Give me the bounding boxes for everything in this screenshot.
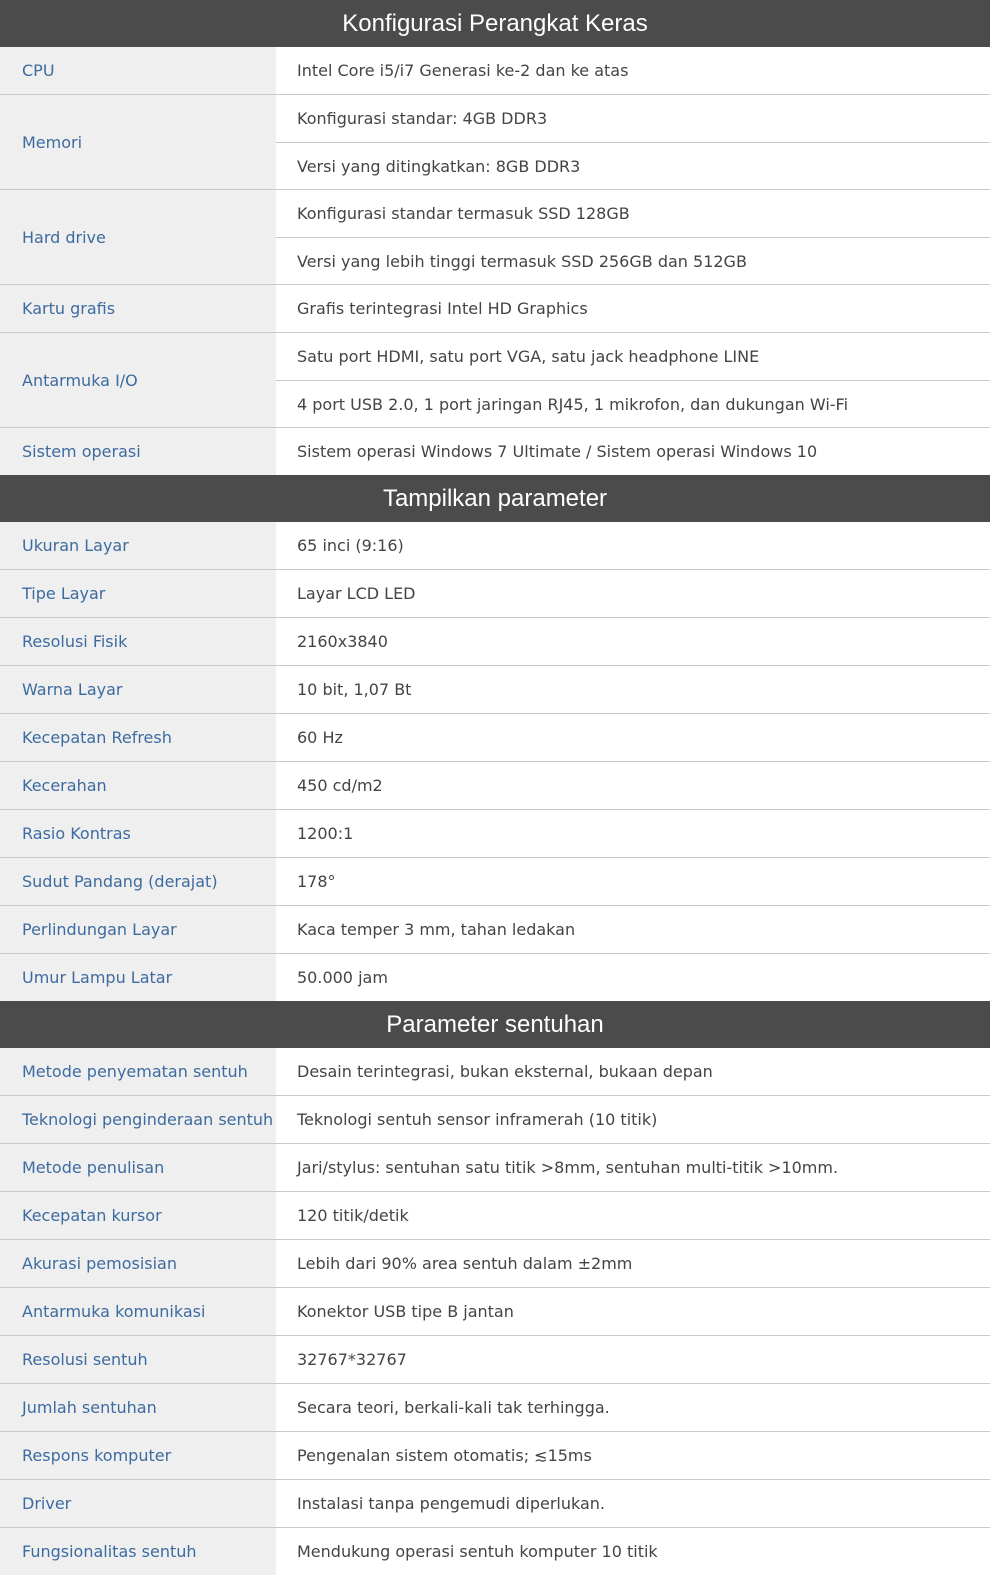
spec-value: 178° — [297, 872, 336, 891]
spec-values — [276, 666, 990, 713]
spec-values — [276, 1144, 990, 1191]
section-header-parameter-sentuhan: Parameter sentuhan — [0, 1001, 990, 1048]
spec-values — [276, 570, 990, 617]
spec-label: Umur Lampu Latar — [0, 954, 276, 1001]
spec-label: Hard drive — [0, 190, 276, 284]
spec-values — [276, 95, 990, 189]
spec-values — [276, 810, 990, 857]
spec-label: CPU — [0, 47, 276, 94]
spec-value: Versi yang ditingkatkan: 8GB DDR3 — [276, 142, 990, 189]
spec-label: Jumlah sentuhan — [0, 1384, 276, 1431]
spec-value: Lebih dari 90% area sentuh dalam ±2mm — [297, 1254, 633, 1273]
spec-row-resolusi-fisik — [0, 618, 990, 666]
spec-value: 2160x3840 — [297, 632, 388, 651]
spec-value: Jari/stylus: sentuhan satu titik >8mm, sentuhan multi-titik >10mm. — [297, 1158, 839, 1177]
spec-value: Intel Core i5/i7 Generasi ke-2 dan ke atas — [297, 61, 629, 80]
spec-label: Antarmuka I/O — [0, 333, 276, 427]
spec-values — [276, 190, 990, 284]
spec-row-akurasi-pemosisian — [0, 1240, 990, 1288]
spec-value: 50.000 jam — [297, 968, 388, 987]
spec-values — [276, 1336, 990, 1383]
spec-value: 120 titik/detik — [297, 1206, 409, 1225]
spec-label: Fungsionalitas sentuh — [0, 1528, 276, 1575]
spec-label: Kecerahan — [0, 762, 276, 809]
spec-label: Kartu grafis — [0, 285, 276, 332]
spec-value: 65 inci (9:16) — [297, 536, 404, 555]
spec-label: Akurasi pemosisian — [0, 1240, 276, 1287]
spec-label: Teknologi penginderaan sentuh — [0, 1096, 276, 1143]
spec-row-hard-drive — [0, 190, 990, 285]
spec-values — [276, 1192, 990, 1239]
spec-row-memori — [0, 95, 990, 190]
spec-row-sistem-operasi — [0, 428, 990, 475]
spec-label: Kecepatan kursor — [0, 1192, 276, 1239]
spec-row-fungsionalitas-sentuh — [0, 1528, 990, 1575]
spec-values — [276, 618, 990, 665]
spec-values — [276, 333, 990, 427]
spec-value: Secara teori, berkali-kali tak terhingga. — [297, 1398, 610, 1417]
spec-value: Satu port HDMI, satu port VGA, satu jack headphone LINE — [297, 347, 760, 366]
spec-values — [276, 1480, 990, 1527]
spec-row-respons-komputer — [0, 1432, 990, 1480]
spec-label: Kecepatan Refresh — [0, 714, 276, 761]
spec-label: Antarmuka komunikasi — [0, 1288, 276, 1335]
section-header-tampilkan-parameter: Tampilkan parameter — [0, 475, 990, 522]
spec-value: 32767*32767 — [297, 1350, 407, 1369]
spec-row-antarmuka-i-o — [0, 333, 990, 428]
spec-label: Rasio Kontras — [0, 810, 276, 857]
spec-label: Driver — [0, 1480, 276, 1527]
spec-values — [276, 1096, 990, 1143]
spec-row-teknologi-penginderaan-sentuh — [0, 1096, 990, 1144]
spec-row-kartu-grafis — [0, 285, 990, 333]
spec-value: Layar LCD LED — [297, 584, 416, 603]
spec-value: 450 cd/m2 — [297, 776, 383, 795]
spec-label: Sistem operasi — [0, 428, 276, 475]
spec-values — [276, 858, 990, 905]
spec-row-kecepatan-refresh — [0, 714, 990, 762]
spec-values — [276, 762, 990, 809]
spec-value: Instalasi tanpa pengemudi diperlukan. — [297, 1494, 605, 1513]
spec-value: Versi yang lebih tinggi termasuk SSD 256GB dan 512GB — [276, 237, 990, 284]
spec-label: Tipe Layar — [0, 570, 276, 617]
spec-value: Konektor USB tipe B jantan — [297, 1302, 514, 1321]
spec-row-cpu — [0, 47, 990, 95]
spec-value: 10 bit, 1,07 Bt — [297, 680, 412, 699]
spec-row-ukuran-layar — [0, 522, 990, 570]
spec-value: Mendukung operasi sentuh komputer 10 titik — [297, 1542, 658, 1561]
spec-values — [276, 522, 990, 569]
spec-values — [276, 1048, 990, 1095]
spec-row-kecerahan — [0, 762, 990, 810]
spec-row-sudut-pandang-derajat — [0, 858, 990, 906]
spec-values — [276, 285, 990, 332]
spec-values — [276, 1528, 990, 1575]
spec-values — [276, 954, 990, 1001]
spec-row-umur-lampu-latar — [0, 954, 990, 1001]
spec-values — [276, 428, 990, 475]
spec-row-metode-penyematan-sentuh — [0, 1048, 990, 1096]
spec-label: Warna Layar — [0, 666, 276, 713]
spec-label: Sudut Pandang (derajat) — [0, 858, 276, 905]
spec-value: Konfigurasi standar: 4GB DDR3 — [297, 109, 548, 128]
spec-value: Grafis terintegrasi Intel HD Graphics — [297, 299, 588, 318]
spec-row-kecepatan-kursor — [0, 1192, 990, 1240]
spec-label: Perlindungan Layar — [0, 906, 276, 953]
spec-label: Metode penyematan sentuh — [0, 1048, 276, 1095]
section-header-konfigurasi-perangkat-keras: Konfigurasi Perangkat Keras — [0, 0, 990, 47]
spec-value: Sistem operasi Windows 7 Ultimate / Sistem operasi Windows 10 — [297, 442, 818, 461]
spec-value: Teknologi sentuh sensor inframerah (10 titik) — [297, 1110, 658, 1129]
spec-row-warna-layar — [0, 666, 990, 714]
spec-row-jumlah-sentuhan — [0, 1384, 990, 1432]
spec-label: Memori — [0, 95, 276, 189]
spec-value: Kaca temper 3 mm, tahan ledakan — [297, 920, 576, 939]
spec-values — [276, 714, 990, 761]
spec-label: Respons komputer — [0, 1432, 276, 1479]
spec-label: Resolusi sentuh — [0, 1336, 276, 1383]
spec-row-tipe-layar — [0, 570, 990, 618]
spec-values — [276, 906, 990, 953]
spec-values — [276, 47, 990, 94]
spec-values — [276, 1288, 990, 1335]
spec-row-metode-penulisan — [0, 1144, 990, 1192]
spec-row-rasio-kontras — [0, 810, 990, 858]
spec-value: 4 port USB 2.0, 1 port jaringan RJ45, 1 mikrofon, dan dukungan Wi-Fi — [276, 380, 990, 427]
spec-label: Metode penulisan — [0, 1144, 276, 1191]
spec-row-resolusi-sentuh — [0, 1336, 990, 1384]
spec-label: Ukuran Layar — [0, 522, 276, 569]
spec-row-perlindungan-layar — [0, 906, 990, 954]
spec-values — [276, 1240, 990, 1287]
spec-values — [276, 1384, 990, 1431]
spec-value: Konfigurasi standar termasuk SSD 128GB — [297, 204, 630, 223]
spec-value: Desain terintegrasi, bukan eksternal, bukaan depan — [297, 1062, 713, 1081]
spec-row-antarmuka-komunikasi — [0, 1288, 990, 1336]
spec-values — [276, 1432, 990, 1479]
spec-value: Pengenalan sistem otomatis; ≲15ms — [297, 1446, 592, 1465]
spec-value: 60 Hz — [297, 728, 343, 747]
spec-value: 1200:1 — [297, 824, 354, 843]
spec-row-driver — [0, 1480, 990, 1528]
spec-label: Resolusi Fisik — [0, 618, 276, 665]
